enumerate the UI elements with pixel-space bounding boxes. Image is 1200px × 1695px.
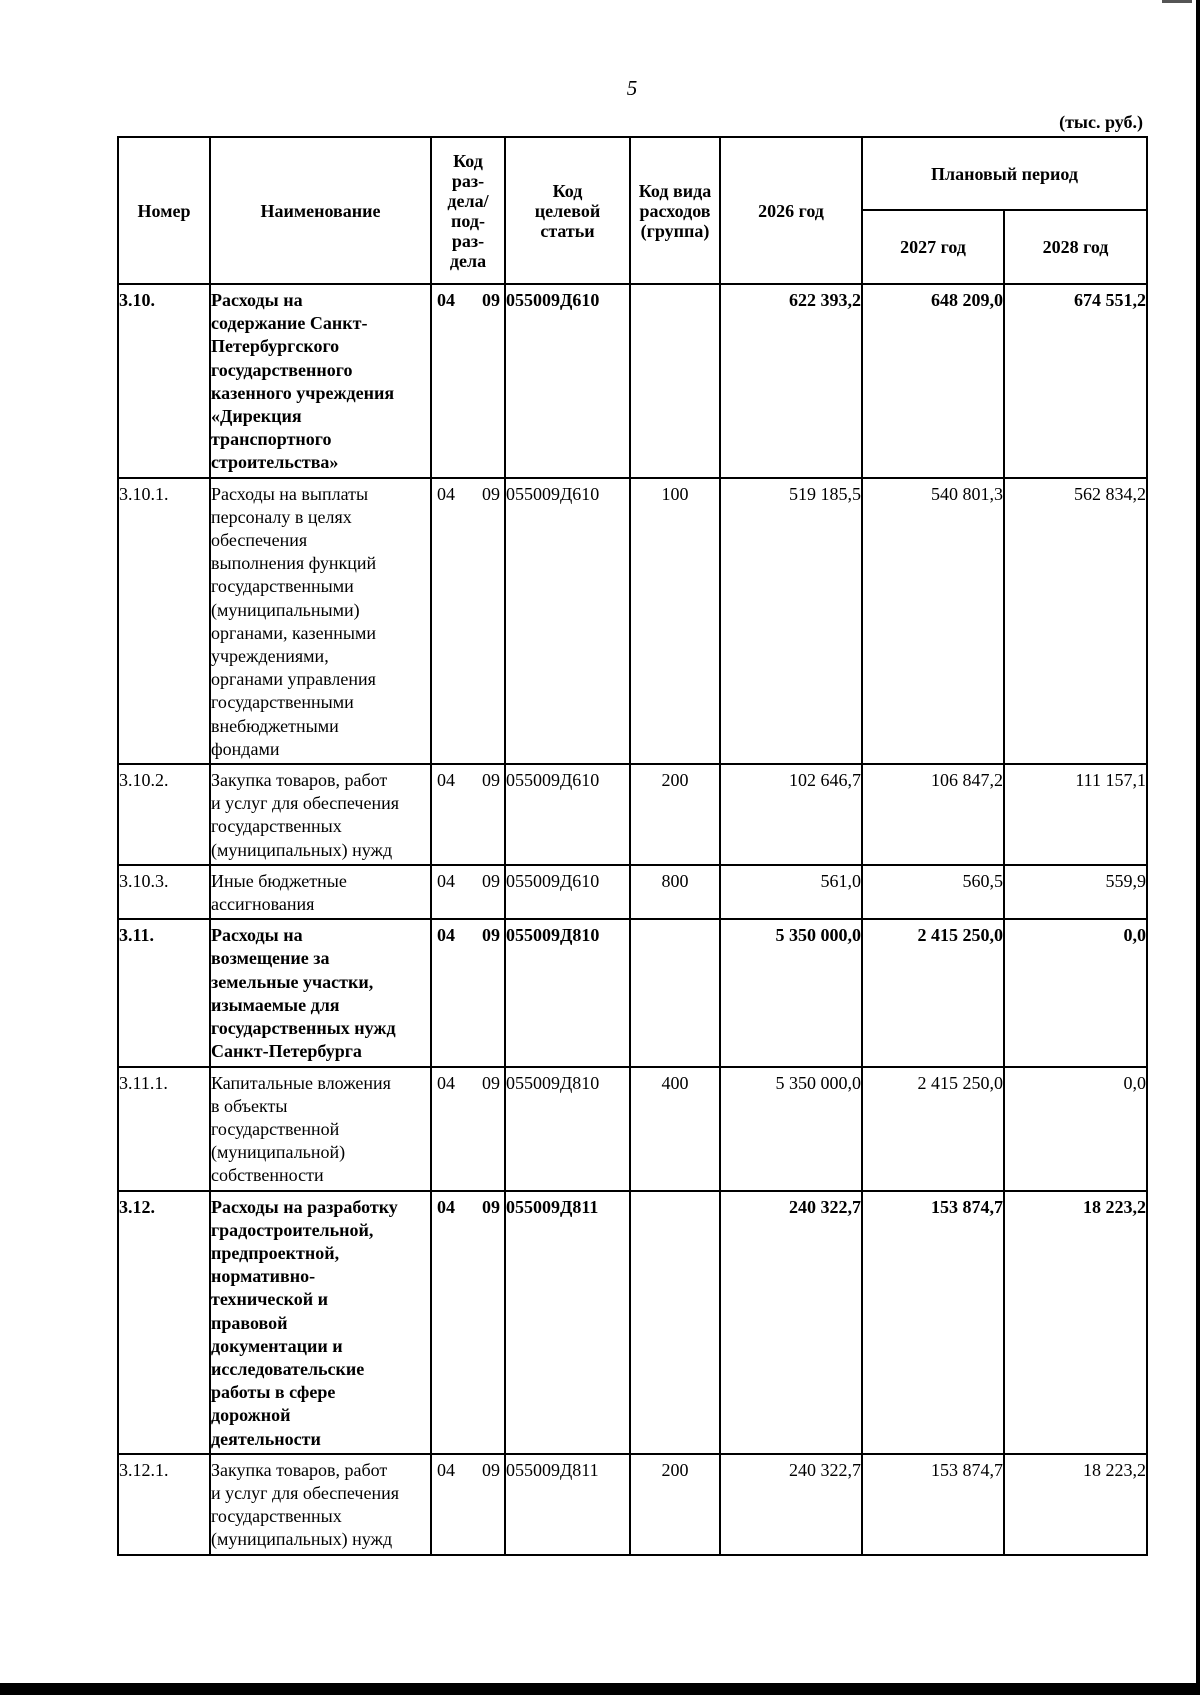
row-name-line: транспортного (211, 429, 332, 450)
row-name-line: государственных (211, 816, 342, 837)
row-target-code: 055009Д810 (505, 1067, 630, 1191)
table-row (118, 865, 1147, 919)
row-name-line: государственными (211, 692, 354, 713)
row-section-code (431, 478, 505, 764)
row-name-line: персоналу в целях (211, 506, 352, 527)
row-name-line: государственного (211, 359, 353, 380)
row-number: 3.11.1. (118, 1067, 210, 1191)
row-amount-2028: 0,0 (1004, 919, 1147, 1066)
subsection-code: 09 (482, 925, 500, 946)
row-name-line: государственных нужд (211, 1018, 396, 1039)
row-name-line: (муниципальной) (211, 1142, 346, 1163)
row-name-line: возмещение за (211, 948, 330, 969)
row-section-code (431, 919, 505, 1066)
row-amount-2027: 560,5 (862, 865, 1004, 919)
row-amount-2026: 561,0 (720, 865, 862, 919)
table-row (118, 478, 1147, 764)
row-name-line: выполнения функций (211, 553, 377, 574)
row-amount-2027: 2 415 250,0 (862, 1067, 1004, 1191)
row-name (210, 919, 431, 1066)
row-name-line: (муниципальных) нужд (211, 839, 393, 860)
row-name-line: Закупка товаров, работ (211, 1459, 388, 1480)
row-amount-2027: 648 209,0 (862, 284, 1004, 478)
row-target-code: 055009Д811 (505, 1191, 630, 1454)
row-name (210, 284, 431, 478)
scan-mark (1162, 0, 1192, 3)
row-section-code (431, 865, 505, 919)
row-name-line: дорожной (211, 1405, 291, 1426)
row-name (210, 764, 431, 865)
section-code: 04 (437, 770, 455, 791)
row-name-line: фондами (211, 738, 280, 759)
row-name-line: государственных (211, 1506, 342, 1527)
section-code: 04 (437, 1459, 455, 1480)
row-amount-2028: 674 551,2 (1004, 284, 1147, 478)
row-expense-kind: 800 (630, 865, 720, 919)
row-name (210, 1454, 431, 1555)
header-section (431, 137, 505, 284)
row-name-line: государственными (211, 576, 354, 597)
row-name (210, 1191, 431, 1454)
row-name-line: собственности (211, 1165, 324, 1186)
row-amount-2027: 2 415 250,0 (862, 919, 1004, 1066)
row-amount-2026: 102 646,7 (720, 764, 862, 865)
row-name-line: Санкт-Петербурга (211, 1041, 362, 1062)
row-target-code: 055009Д610 (505, 764, 630, 865)
row-amount-2026: 622 393,2 (720, 284, 862, 478)
row-number: 3.11. (118, 919, 210, 1066)
row-amount-2028: 562 834,2 (1004, 478, 1147, 764)
table-row (118, 919, 1147, 1066)
row-name-line: документации и (211, 1335, 343, 1356)
row-target-code: 055009Д610 (505, 478, 630, 764)
header-section-line: раз- (451, 230, 485, 251)
row-name-line: Расходы на разработку (211, 1196, 398, 1217)
units-label: (тыс. руб.) (1059, 112, 1143, 132)
row-amount-2028: 18 223,2 (1004, 1191, 1147, 1454)
header-section-line: дела/ (447, 190, 489, 211)
row-number: 3.10.3. (118, 865, 210, 919)
section-code: 04 (437, 1196, 455, 1217)
subsection-code: 09 (482, 1196, 500, 1217)
row-name-line: исследовательские (211, 1358, 365, 1379)
row-name-line: земельные участки, (211, 971, 374, 992)
header-kind-line: расходов (639, 200, 711, 221)
subsection-code: 09 (482, 1072, 500, 1093)
header-name: Наименование (210, 137, 431, 284)
row-name-line: Расходы на выплаты (211, 483, 369, 504)
header-target-line: статьи (540, 220, 595, 241)
row-name (210, 478, 431, 764)
subsection-code: 09 (482, 290, 500, 310)
row-name-line: нормативно- (211, 1266, 316, 1287)
row-amount-2027: 106 847,2 (862, 764, 1004, 865)
row-amount-2026: 240 322,7 (720, 1454, 862, 1555)
row-name-line: Расходы на (211, 925, 303, 946)
row-name-line: деятельности (211, 1428, 321, 1449)
row-amount-2026: 519 185,5 (720, 478, 862, 764)
row-name-line: технической и (211, 1289, 328, 1310)
row-number: 3.10.2. (118, 764, 210, 865)
table-row (118, 284, 1147, 478)
row-section-code (431, 1067, 505, 1191)
row-expense-kind (630, 1191, 720, 1454)
row-expense-kind: 400 (630, 1067, 720, 1191)
subsection-code: 09 (482, 770, 500, 791)
table-row (118, 764, 1147, 865)
row-name-line: правовой (211, 1312, 288, 1333)
row-name-line: (муниципальными) (211, 599, 360, 620)
header-target (505, 137, 630, 284)
row-name-line: (муниципальных) нужд (211, 1529, 393, 1550)
row-name-line: работы в сфере (211, 1382, 336, 1403)
row-expense-kind: 200 (630, 764, 720, 865)
subsection-code: 09 (482, 1459, 500, 1480)
row-name-line: Петербургского (211, 336, 340, 357)
table-header (118, 137, 1147, 284)
row-expense-kind (630, 919, 720, 1066)
header-year-2026: 2026 год (720, 137, 862, 284)
row-amount-2028: 559,9 (1004, 865, 1147, 919)
section-code: 04 (437, 1072, 455, 1093)
row-amount-2028: 111 157,1 (1004, 764, 1147, 865)
row-name-line: казенного учреждения (211, 382, 395, 403)
row-name-line: и услуг для обеспечения (211, 1482, 400, 1503)
table-row (118, 1454, 1147, 1555)
header-section-line: Код (453, 150, 483, 171)
row-expense-kind (630, 284, 720, 478)
scan-edge (1196, 0, 1200, 1695)
row-section-code (431, 1454, 505, 1555)
row-amount-2026: 240 322,7 (720, 1191, 862, 1454)
subsection-code: 09 (482, 483, 500, 504)
row-number: 3.12. (118, 1191, 210, 1454)
row-name-line: обеспечения (211, 530, 308, 551)
row-amount-2028: 18 223,2 (1004, 1454, 1147, 1555)
section-code: 04 (437, 483, 455, 504)
row-target-code: 055009Д811 (505, 1454, 630, 1555)
row-amount-2027: 540 801,3 (862, 478, 1004, 764)
row-name-line: ассигнования (211, 894, 315, 915)
scan-bottom-border (0, 1683, 1200, 1695)
row-name-line: учреждениями, (211, 646, 329, 667)
subsection-code: 09 (482, 870, 500, 891)
row-amount-2027: 153 874,7 (862, 1191, 1004, 1454)
row-target-code: 055009Д810 (505, 919, 630, 1066)
row-name-line: изымаемые для (211, 994, 340, 1015)
row-name-line: «Дирекция (211, 406, 302, 427)
row-amount-2026: 5 350 000,0 (720, 919, 862, 1066)
header-year-2028: 2028 год (1004, 210, 1147, 284)
row-name-line: строительства» (211, 452, 339, 473)
row-amount-2027: 153 874,7 (862, 1454, 1004, 1555)
row-expense-kind: 100 (630, 478, 720, 764)
header-year-2027: 2027 год (862, 210, 1004, 284)
header-kind (630, 137, 720, 284)
section-code: 04 (437, 925, 455, 946)
section-code: 04 (437, 290, 455, 310)
row-amount-2026: 5 350 000,0 (720, 1067, 862, 1191)
row-section-code (431, 764, 505, 865)
row-name-line: государственной (211, 1118, 340, 1139)
row-target-code: 055009Д610 (505, 284, 630, 478)
row-name-line: Иные бюджетные (211, 870, 347, 891)
header-target-line: Код (552, 180, 583, 201)
row-name-line: градостроительной, (211, 1219, 374, 1240)
row-name-line: предпроектной, (211, 1242, 340, 1263)
row-name (210, 1067, 431, 1191)
row-section-code (431, 1191, 505, 1454)
row-name-line: внебюджетными (211, 715, 339, 736)
row-target-code: 055009Д610 (505, 865, 630, 919)
row-number: 3.10. (118, 284, 210, 478)
section-code: 04 (437, 870, 455, 891)
row-amount-2028: 0,0 (1004, 1067, 1147, 1191)
row-number: 3.10.1. (118, 478, 210, 764)
row-name-line: содержание Санкт- (211, 313, 368, 334)
row-name-line: в объекты (211, 1095, 288, 1116)
row-name-line: Капитальные вложения (211, 1072, 391, 1093)
header-kind-line: Код вида (638, 180, 712, 201)
row-name (210, 865, 431, 919)
row-name-line: и услуг для обеспечения (211, 793, 400, 814)
header-kind-line: (группа) (640, 220, 710, 241)
header-number: Номер (118, 137, 210, 284)
table-body (118, 284, 1147, 1555)
row-expense-kind: 200 (630, 1454, 720, 1555)
row-name-line: Закупка товаров, работ (211, 770, 388, 791)
header-target-line: целевой (534, 200, 601, 221)
header-planning-period: Плановый период (862, 137, 1147, 210)
row-name-line: органами, казенными (211, 622, 376, 643)
header-section-line: под- (451, 210, 485, 231)
budget-table (117, 136, 1148, 1556)
page-number: 5 (626, 76, 638, 100)
header-section-line: дела (449, 250, 487, 271)
row-name-line: органами управления (211, 669, 376, 690)
row-name-line: Расходы на (211, 290, 303, 310)
table-row (118, 1067, 1147, 1191)
row-section-code (431, 284, 505, 478)
header-section-line: раз- (451, 170, 485, 191)
row-number: 3.12.1. (118, 1454, 210, 1555)
table-row (118, 1191, 1147, 1454)
